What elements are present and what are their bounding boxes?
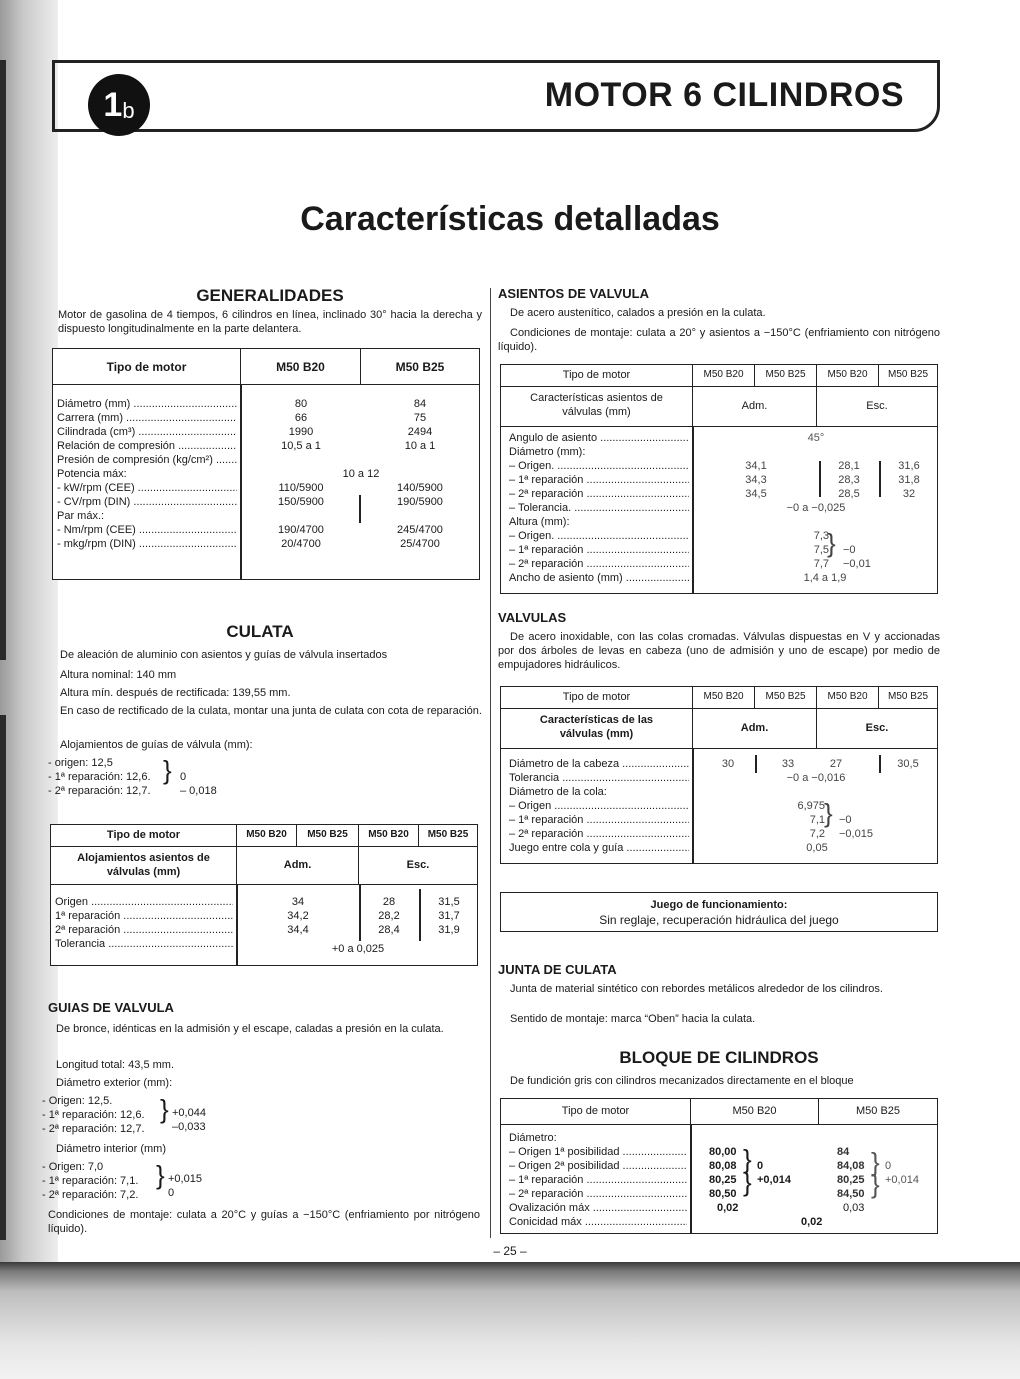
row-label: - Nm/rpm (CEE) ..... — [57, 523, 237, 537]
height-tolerance — [843, 543, 893, 571]
cell-value: 245/4700 — [397, 524, 443, 536]
bloque-text: De fundición gris con cilindros mecanizados directamente en el bloque — [510, 1075, 854, 1087]
page-number: – 25 – — [493, 1244, 527, 1258]
row-label: Tolerancia ..... — [55, 937, 233, 951]
tolerance: 0 — [885, 1160, 892, 1172]
row-label: Cilindrada (cm³) ..... — [57, 425, 237, 439]
guias-mount: Condiciones de montaje: culata a 20°C y guías a −150°C (enfriamiento por nitrógeno líquido). — [48, 1209, 480, 1235]
culata-line: De aleación de aluminio con asientos y guías de válvula insertados — [60, 649, 388, 661]
adm-values — [239, 895, 357, 937]
row-label: Ovalización máx ..... — [509, 1201, 687, 1215]
cell-value: 84,08 — [837, 1160, 865, 1172]
guide-tolerance — [180, 770, 240, 798]
junta-text: Junta de material sintético con rebordes metálicos alrededor de los cilindros. — [510, 983, 883, 995]
row-label: – 1ª reparación ..... — [509, 813, 689, 827]
row-label: – 2ª reparación ..... — [509, 1187, 687, 1201]
section-heading-valvulas: VALVULAS — [498, 610, 567, 625]
tolerance: – 0,018 — [180, 785, 217, 797]
cell-value: 0,03 — [843, 1202, 865, 1214]
model-header: M50 B20 — [693, 687, 755, 709]
cell-value: 0,02 — [801, 1216, 823, 1228]
scan-edge — [0, 60, 6, 660]
brace: } — [160, 1094, 169, 1124]
guias-ext — [42, 1094, 172, 1136]
tolerance: +0,015 — [168, 1173, 202, 1185]
cell-value: 25/4700 — [400, 538, 440, 550]
brace: } — [871, 1147, 880, 1177]
culata-guides — [48, 756, 178, 798]
guide-value: - 2ª reparación: 12,7. — [48, 785, 151, 797]
cell-value: 150/5900 — [278, 496, 324, 508]
page-title: Características detalladas — [300, 200, 720, 238]
cell-value: 31,8 — [898, 474, 920, 486]
brace: } — [163, 755, 172, 785]
section-heading-generalidades: GENERALIDADES — [196, 286, 344, 305]
row-label: 1ª reparación ..... — [55, 909, 233, 923]
guias-ext-tol — [172, 1106, 232, 1134]
cell-value: 0,05 — [806, 842, 828, 854]
height-values — [799, 529, 829, 571]
section-heading-junta: JUNTA DE CULATA — [498, 962, 617, 977]
model-header: M50 B20 — [691, 1099, 819, 1125]
model-header: M50 B25 — [755, 365, 817, 387]
guide-value: - 2ª reparación: 12,7. — [42, 1123, 145, 1135]
row-label: Presión de compresión (kg/cm²) ..... — [57, 453, 237, 467]
guias-int-title: Diámetro interior (mm) — [56, 1143, 167, 1155]
cell-value: 80 — [294, 398, 308, 410]
culata-line: En caso de rectificado de la culata, montar una junta de culata con cota de reparación. — [60, 705, 482, 717]
b20-tolerance — [757, 1159, 807, 1187]
tolerance: –0,033 — [172, 1121, 206, 1133]
table-header: Tipo de motor — [501, 365, 693, 387]
esc-values — [821, 459, 877, 501]
model-header: M50 B20 — [817, 365, 879, 387]
cell-value: −0 a −0,025 — [786, 502, 846, 514]
row-label: – 1ª reparación ..... — [509, 543, 689, 557]
generalidades-text: Motor de gasolina de 4 tiempos, 6 cilindros en línea, inclinado 30° hacia la derecha y dispuesto longitudinalmente en la parte delantera. — [58, 309, 482, 335]
guide-value: - origen: 12,5 — [48, 757, 113, 769]
row-label: Tolerancia ..... — [509, 771, 689, 785]
cell-value: 28,5 — [838, 488, 860, 500]
row-label: Conicidad máx ..... — [509, 1215, 687, 1229]
brace: } — [743, 1167, 752, 1197]
adm-header: Adm. — [237, 847, 359, 885]
cell-value: 75 — [413, 412, 427, 424]
cell-value: 7,1 — [809, 814, 825, 826]
juego-title: Juego de funcionamiento: — [650, 899, 788, 911]
row-label: Diámetro (mm) ..... — [57, 397, 237, 411]
cell-value: 80,25 — [837, 1174, 865, 1186]
esc-header: Esc. — [359, 847, 477, 885]
cell-value: 80,50 — [709, 1188, 737, 1200]
stem-tolerance — [839, 813, 899, 841]
scan-fold — [0, 1262, 1020, 1379]
asientos-text: Condiciones de montaje: culata a 20° y asientos a −150°C (enfriamiento con nitrógeno líquido). — [498, 327, 940, 353]
model-header: M50 B25 — [819, 1099, 937, 1125]
section-heading-culata: CULATA — [226, 622, 294, 641]
model-header: M50 B20 — [241, 349, 361, 385]
cell-value: 20/4700 — [281, 538, 321, 550]
guias-ext-title: Diámetro exterior (mm): — [56, 1077, 173, 1089]
cell-value: 7,5 — [813, 544, 829, 556]
row-label: Ancho de asiento (mm) ..... — [509, 571, 689, 585]
row-label: Diámetro de la cabeza ..... — [509, 757, 689, 771]
cell-value: 80,08 — [709, 1160, 737, 1172]
row-label: – 2ª reparación ..... — [509, 487, 689, 501]
cell-value: 2494 — [407, 426, 433, 438]
model-header: M50 B25 — [879, 365, 937, 387]
brace: } — [156, 1160, 165, 1190]
bloque-table — [500, 1098, 938, 1234]
row-label: – Origen ..... — [509, 799, 689, 813]
guias-text: De bronce, idénticas en la admisión y el escape, caladas a presión en la culata. — [56, 1023, 444, 1035]
culata-table — [50, 824, 478, 966]
tolerance: 0 — [180, 771, 187, 783]
row-label: Diámetro (mm): — [509, 446, 586, 458]
tolerance: −0 — [839, 814, 852, 826]
cell-value: 190/4700 — [278, 524, 324, 536]
row-label: Angulo de asiento ..... — [509, 431, 689, 445]
esc-header: Esc. — [817, 387, 937, 427]
model-header: M50 B20 — [237, 825, 297, 847]
cell-value-shared: 10 a 12 — [243, 467, 479, 481]
cell-value: 66 — [294, 412, 308, 424]
asientos-text: De acero austenítico, calados a presión en la culata. — [510, 307, 766, 319]
tolerance: +0,014 — [757, 1174, 791, 1186]
culata-line: Alojamientos de guías de válvula (mm): — [60, 739, 253, 751]
cell-value: 32 — [902, 488, 916, 500]
table-header: Tipo de motor — [53, 349, 241, 385]
row-label: Carrera (mm) ..... — [57, 411, 237, 425]
row-label: Diámetro de la cola: — [509, 786, 607, 798]
row-label: - mkg/rpm (DIN) ..... — [57, 537, 237, 551]
cell-value: 84 — [837, 1146, 850, 1158]
junta-sentido: Sentido de montaje: marca “Oben” hacia la culata. — [510, 1013, 756, 1025]
chapter-badge: 1 b — [88, 74, 150, 136]
cell-value: 140/5900 — [397, 482, 443, 494]
row-label: Relación de compresión ..... — [57, 439, 237, 453]
cell-value: 31,6 — [898, 460, 920, 472]
cell-value: 28,1 — [838, 460, 860, 472]
row-label: Altura (mm): — [509, 516, 570, 528]
cell-value: 10 a 1 — [404, 440, 436, 452]
culata-line: Altura nominal: 140 mm — [60, 669, 177, 681]
table-header: Tipo de motor — [501, 687, 693, 709]
tolerance: 0 — [168, 1187, 175, 1199]
adm-header: Adm. — [693, 709, 817, 749]
cell-value: 0,02 — [717, 1202, 739, 1214]
sub-header: Características asientos de válvulas (mm) — [501, 387, 693, 427]
valvulas-table — [500, 686, 938, 864]
valvulas-text: De acero inoxidable, con las colas cromadas. Válvulas dispuestas en V y accionadas por dos árboles de levas en cabeza (uno de admisión y uno de escape) por medio de empujadores hidráulicos. — [498, 631, 940, 671]
adm-values — [721, 459, 791, 501]
asientos-table — [500, 364, 938, 594]
row-labels — [509, 431, 689, 585]
model-header: M50 B25 — [755, 687, 817, 709]
cell-value: 84,50 — [837, 1188, 865, 1200]
row-labels — [509, 1131, 687, 1229]
row-label: – Tolerancia. ..... — [509, 501, 689, 515]
cell-value: 31,5 — [438, 896, 460, 908]
model-header: M50 B20 — [817, 687, 879, 709]
b25-tolerance — [885, 1159, 935, 1187]
cell-value: 1990 — [288, 426, 314, 438]
tolerance: −0,01 — [843, 558, 871, 570]
row-label: - kW/rpm (CEE) ..... — [57, 481, 237, 495]
cell-value: 28,2 — [378, 910, 400, 922]
guide-value: - Origen: 12,5. — [42, 1095, 113, 1107]
cell-value: 110/5900 — [278, 482, 324, 494]
cell-value: 34,4 — [287, 924, 309, 936]
section-heading-guias: GUIAS DE VALVULA — [48, 1000, 174, 1015]
section-heading-asientos: ASIENTOS DE VALVULA — [498, 286, 649, 301]
cell-value: 28 — [382, 896, 396, 908]
cell-value: 84 — [413, 398, 427, 410]
table-header: Tipo de motor — [501, 1099, 691, 1125]
guias-int-tol — [168, 1172, 228, 1200]
row-label: – Origen. ..... — [509, 529, 689, 543]
column-divider — [490, 288, 491, 1238]
esc-values — [421, 895, 477, 937]
cell-value: 31,9 — [438, 924, 460, 936]
row-label: – 1ª reparación ..... — [509, 1173, 687, 1187]
b20-values — [709, 1145, 743, 1201]
brace: } — [871, 1169, 880, 1199]
model-header: M50 B25 — [879, 687, 937, 709]
cell-value: 80,25 — [709, 1174, 737, 1186]
tolerance: +0,014 — [885, 1174, 919, 1186]
stem-values — [781, 799, 825, 841]
cell-value: 34 — [291, 896, 305, 908]
juego-box — [500, 892, 938, 932]
cell-value: 1,4 a 1,9 — [803, 572, 847, 584]
cell-value: 33 — [781, 758, 795, 770]
model-header: M50 B25 — [361, 349, 479, 385]
brace: } — [827, 528, 836, 558]
cell-value: 34,5 — [745, 488, 767, 500]
guide-value: - 2ª reparación: 7,2. — [42, 1189, 139, 1201]
scan-edge — [0, 715, 6, 1240]
esc-values — [361, 895, 417, 937]
row-labels — [509, 757, 689, 855]
guide-value: - 1ª reparación: 12,6. — [48, 771, 151, 783]
model-header: M50 B25 — [297, 825, 359, 847]
cell-value: 7,2 — [809, 828, 825, 840]
model-header: M50 B25 — [419, 825, 477, 847]
tolerance: +0,044 — [172, 1107, 206, 1119]
tolerance: −0,015 — [839, 828, 873, 840]
model-header: M50 B20 — [359, 825, 419, 847]
cell-value: 7,3 — [813, 530, 829, 542]
juego-text: Sin reglaje, recuperación hidráulica del juego — [599, 913, 839, 927]
guide-value: - Origen: 7,0 — [42, 1161, 104, 1173]
culata-line: Altura mín. después de rectificada: 139,55 mm. — [60, 687, 291, 699]
brace: } — [743, 1144, 752, 1174]
cell-value: 6,975 — [797, 800, 825, 812]
tolerance: 0 — [757, 1160, 764, 1172]
cell-value: 7,7 — [813, 558, 829, 570]
row-label: 2ª reparación ..... — [55, 923, 233, 937]
row-label: - CV/rpm (DIN) ..... — [57, 495, 237, 509]
row-label: Par máx.: — [57, 510, 105, 522]
cell-value: 34,1 — [745, 460, 767, 472]
model-header: M50 B20 — [693, 365, 755, 387]
esc-values — [881, 459, 937, 501]
row-label: – 2ª reparación ..... — [509, 557, 689, 571]
table-header: Tipo de motor — [51, 825, 237, 847]
guide-value: - 1ª reparación: 12,6. — [42, 1109, 145, 1121]
row-label: Diámetro: — [509, 1132, 557, 1144]
cell-value: 30,5 — [897, 758, 919, 770]
adm-header: Adm. — [693, 387, 817, 427]
cell-value: 30 — [721, 758, 735, 770]
row-label: Origen ..... — [55, 895, 233, 909]
guide-value: - 1ª reparación: 7,1. — [42, 1175, 139, 1187]
row-labels — [57, 397, 237, 551]
cell-value: 45° — [807, 432, 825, 444]
row-label: – Origen 2ª posibilidad ..... — [509, 1159, 687, 1173]
row-label: Juego entre cola y guía ..... — [509, 841, 689, 855]
tolerance: −0 — [843, 544, 856, 556]
chapter-title: MOTOR 6 CILINDROS — [544, 76, 904, 114]
cell-value: 34,3 — [745, 474, 767, 486]
generalidades-table — [52, 348, 480, 580]
cell-value: 80,00 — [709, 1146, 737, 1158]
sub-header: Características de las válvulas (mm) — [501, 709, 693, 749]
esc-header: Esc. — [817, 709, 937, 749]
cell-value: 34,2 — [287, 910, 309, 922]
cell-value: 28,3 — [838, 474, 860, 486]
row-label: – Origen. ..... — [509, 459, 689, 473]
guias-length: Longitud total: 43,5 mm. — [56, 1059, 175, 1071]
section-heading-bloque: BLOQUE DE CILINDROS — [619, 1048, 819, 1067]
cell-value: 10,5 a 1 — [281, 440, 321, 452]
sub-header: Alojamientos asientos de válvulas (mm) — [51, 847, 237, 885]
row-labels — [55, 895, 233, 951]
cell-value: 190/5900 — [397, 496, 443, 508]
cell-value: 28,4 — [378, 924, 400, 936]
guias-int — [42, 1160, 172, 1202]
brace: } — [824, 798, 833, 828]
row-label: – 2ª reparación ..... — [509, 827, 689, 841]
row-label: – 1ª reparación ..... — [509, 473, 689, 487]
cell-value: 27 — [829, 758, 843, 770]
cell-value-shared: +0 a 0,025 — [239, 942, 477, 956]
b25-values — [837, 1145, 871, 1201]
row-label: – Origen 1ª posibilidad ..... — [509, 1145, 687, 1159]
cell-value: −0 a −0,016 — [786, 772, 846, 784]
row-label: Potencia máx: — [57, 468, 127, 480]
cell-value: 31,7 — [438, 910, 460, 922]
